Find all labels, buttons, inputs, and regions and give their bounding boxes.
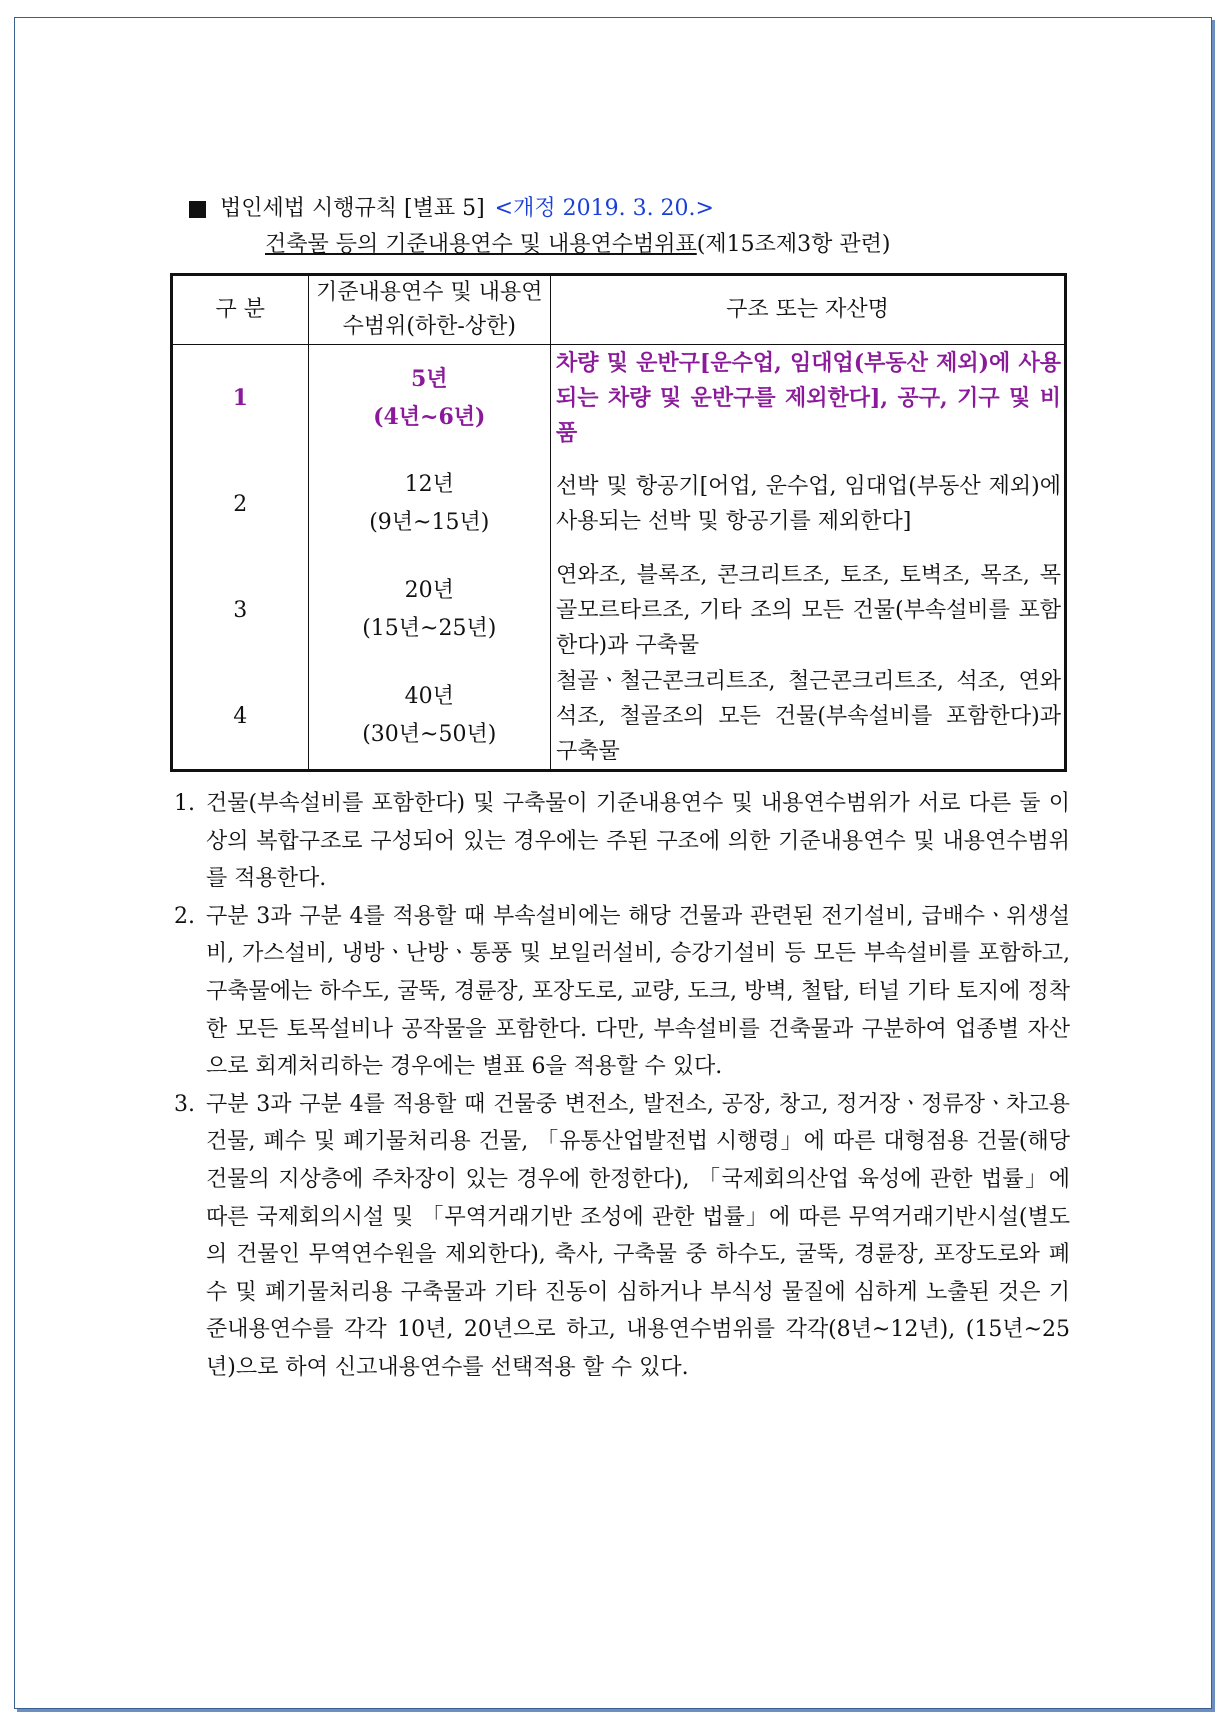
- list-item: [170, 898, 1070, 1086]
- header-category: 구 분: [172, 275, 309, 345]
- document-content: [170, 194, 1070, 1387]
- row-number: 4: [172, 663, 309, 771]
- row-useful-life: [308, 557, 550, 663]
- table-reference: (제15조제3항 관련): [696, 232, 891, 257]
- years-range: (15년~25년): [362, 616, 497, 641]
- base-years: 20년: [404, 578, 454, 603]
- years-range: (30년~50년): [362, 722, 497, 747]
- note-number: 3.: [174, 1091, 195, 1117]
- note-text: 구분 3과 구분 4를 적용할 때 부속설비에는 해당 건물과 관련된 전기설비, 급배수ㆍ위생설비, 가스설비, 냉방ㆍ난방ㆍ통풍 및 보일러설비, 승강기설비 등 모든 부속설비를 포함하고, 구축물에는 하수도, 굴뚝, 경륜장, 포장도로, 교량, 도크, 방벽, 철탑, 터널 기타 토지에 정착한 모든 토목설비나 공작물을 포함한다. 다만, 부속설비를 건축물과 구분하여 업종별 자산으로 회계처리하는 경우에는 별표 6을 적용할 수 있다.: [206, 903, 1070, 1080]
- row-asset: [551, 663, 1066, 771]
- annex-heading: [170, 194, 1070, 224]
- row-asset: [551, 557, 1066, 663]
- row-useful-life: [308, 345, 550, 452]
- document-page: [14, 17, 1212, 1709]
- table-row: [172, 663, 1066, 771]
- row-asset: [551, 451, 1066, 557]
- header-asset: 구조 또는 자산명: [551, 275, 1066, 345]
- table-row: [172, 345, 1066, 452]
- row-number: 3: [172, 557, 309, 663]
- note-text: 구분 3과 구분 4를 적용할 때 건물중 변전소, 발전소, 공장, 창고, 정거장ㆍ정류장ㆍ차고용 건물, 폐수 및 폐기물처리용 건물, 「유통산업발전법 시행령」에 따른 대형점용 건물(해당 건물의 지상층에 주차장이 있는 경우에 한정한다), 「국제회의산업 육성에 관한 법률」에 따른 국제회의시설 및 「무역거래기반 조성에 관한 법률」에 따른 무역거래기반시설(별도의 건물인 무역연수원을 제외한다), 축사, 구축물 중 하수도, 굴뚝, 경륜장, 포장도로와 폐수 및 폐기물처리용 구축물과 기타 진동이 심하거나 부식성 물질에 심하게 노출된 것은 기준내용연수를 각각 10년, 20년으로 하고, 내용연수범위를 각각(8년~12년), (15년~25년)으로 하여 신고내용연수를 선택적용 할 수 있다.: [206, 1091, 1070, 1380]
- asset-text: 철골ㆍ철근콘크리트조, 철근콘크리트조, 석조, 연와석조, 철골조의 모든 건물(부속설비를 포함한다)과 구축물: [556, 668, 1061, 764]
- amendment-date: <개정 2019. 3. 20.>: [494, 196, 714, 221]
- square-bullet-icon: [189, 201, 206, 218]
- row-number: 1: [172, 345, 309, 452]
- note-number: 2.: [174, 903, 195, 929]
- note-number: 1.: [174, 791, 195, 816]
- asset-text: 선박 및 항공기[어업, 운수업, 임대업(부동산 제외)에 사용되는 선박 및 항공기를 제외한다]: [556, 474, 1061, 534]
- row-useful-life: [308, 663, 550, 771]
- list-item: [170, 1086, 1070, 1387]
- years-range: (9년~15년): [369, 510, 490, 535]
- row-number: 2: [172, 451, 309, 557]
- table-header-row: [172, 275, 1066, 345]
- years-range: (4년~6년): [373, 404, 486, 430]
- list-item: [170, 785, 1070, 898]
- useful-life-table: [170, 273, 1067, 772]
- asset-text: 차량 및 운반구[운수업, 임대업(부동산 제외)에 사용되는 차량 및 운반구를 제외한다], 공구, 기구 및 비품: [556, 349, 1061, 446]
- base-years: 40년: [404, 684, 454, 709]
- table-subtitle: [170, 230, 1070, 260]
- base-years: 12년: [404, 472, 454, 497]
- asset-text: 연와조, 블록조, 콘크리트조, 토조, 토벽조, 목조, 목골모르타르조, 기타 조의 모든 건물(부속설비를 포함한다)과 구축물: [556, 562, 1061, 658]
- table-row: [172, 557, 1066, 663]
- notes-list: [170, 785, 1070, 1387]
- table-title: 건축물 등의 기준내용연수 및 내용연수범위표: [265, 232, 697, 257]
- row-useful-life: [308, 451, 550, 557]
- base-years: 5년: [410, 366, 448, 392]
- row-asset: [551, 345, 1066, 452]
- table-row: [172, 451, 1066, 557]
- note-text: 건물(부속설비를 포함한다) 및 구축물이 기준내용연수 및 내용연수범위가 서로 다른 둘 이상의 복합구조로 구성되어 있는 경우에는 주된 구조에 의한 기준내용연수 및 내용연수범위를 적용한다.: [206, 791, 1070, 892]
- law-title: 법인세법 시행규칙 [별표 5]: [220, 196, 485, 221]
- header-useful-life: 기준내용연수 및 내용연수범위(하한-상한): [308, 275, 550, 345]
